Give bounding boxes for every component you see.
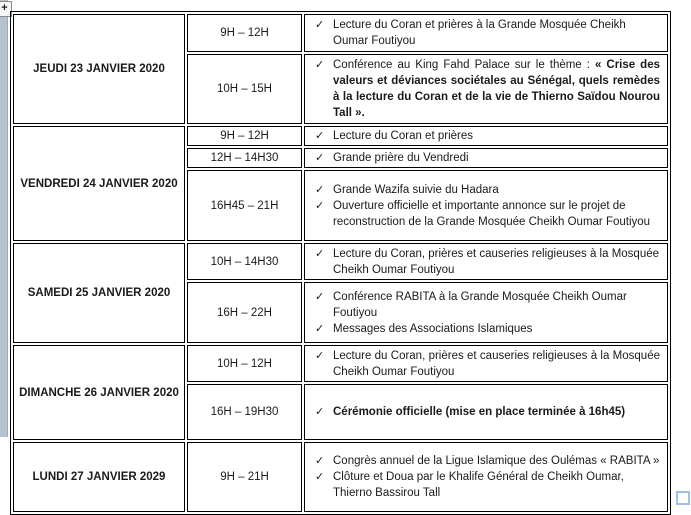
checkmark-icon: ✓ [315,349,325,362]
activities-cell[interactable] [304,148,668,168]
activity-text: Conférence au King Fahd Palace sur le thème : « Crise des valeurs et déviances sociétales au Sénégal, quels remèdes à la lecture du Coran et de la vie de Thierno Saïdou Nourou Tall ». [333,59,660,119]
table-resize-handle[interactable] [676,491,690,505]
activity-text: Congrès annuel de la Ligue Islamique des Oulémas « RABITA » [333,455,660,467]
activity-item [307,404,660,420]
checkmark-icon: ✓ [315,130,325,142]
table-row [13,345,668,382]
schedule-table [10,11,671,515]
activities-cell[interactable] [304,54,668,124]
checkmark-icon: ✓ [315,199,325,212]
checkmark-icon: ✓ [315,471,325,483]
time-label: 9H – 21H [220,471,269,483]
activities-cell[interactable] [304,282,668,343]
activity-item [307,57,660,121]
activities-cell[interactable] [304,345,668,382]
time-label: 10H – 15H [217,83,272,95]
activity-item [307,453,660,469]
checkmark-icon: ✓ [315,406,325,418]
time-label: 10H – 14H30 [210,255,279,268]
time-label: 16H45 – 21H [210,199,279,212]
table-row [13,14,668,52]
date-label: LUNDI 27 JANVIER 2029 [32,471,166,483]
checkmark-icon: ✓ [315,322,325,335]
page-left-margin-strip [0,0,8,437]
time-cell[interactable] [187,282,302,343]
checkmark-icon: ✓ [315,59,325,71]
time-cell[interactable] [187,442,302,512]
activity-item [307,17,660,49]
time-label: 9H – 12H [220,130,269,142]
activities-cell[interactable] [304,442,668,512]
activity-text: Ouverture officielle et importante annonce sur le projet de reconstruction de la Grande Mosquée Cheikh Oumar Foutiyou [333,199,651,228]
activity-item [307,289,660,321]
activity-item [307,198,660,230]
table-row [13,442,668,512]
activities-cell[interactable] [304,126,668,146]
table-row [13,126,668,146]
activity-text: Cérémonie officielle (mise en place terminée à 16h45) [333,406,626,418]
time-cell[interactable] [187,14,302,52]
time-cell[interactable] [187,126,302,146]
activity-text: Grande Wazifa suivie du Hadara [333,183,499,196]
date-cell[interactable] [13,14,185,124]
date-cell[interactable] [13,442,185,512]
checkmark-icon: ✓ [315,19,325,31]
time-label: 16H – 22H [217,306,272,319]
time-label: 12H – 14H30 [210,152,279,164]
activity-text: Lecture du Coran, prières et causeries religieuses à la Mosquée Cheikh Oumar Foutiyou [333,349,660,378]
table-row [13,243,668,280]
activities-cell[interactable] [304,384,668,440]
time-cell[interactable] [187,243,302,280]
date-label: DIMANCHE 26 JANVIER 2020 [19,386,179,399]
checkmark-icon: ✓ [315,152,325,164]
date-cell[interactable] [13,345,185,440]
activity-item [307,128,660,144]
activity-text: Lecture du Coran, prières et causeries religieuses à la Mosquée Cheikh Oumar Foutiyou [333,247,660,276]
activities-cell[interactable] [304,14,668,52]
time-cell[interactable] [187,345,302,382]
time-cell[interactable] [187,148,302,168]
activity-text: Lecture du Coran et prières à la Grande Mosquée Cheikh Oumar Foutiyou [333,19,626,47]
activities-cell[interactable] [304,243,668,280]
activity-text: Lecture du Coran et prières [333,130,473,142]
date-cell[interactable] [13,243,185,343]
move-cross-icon: + [1,2,8,14]
checkmark-icon: ✓ [315,290,325,303]
activity-text: Clôture et Doua par le Khalife Général de Cheikh Oumar, Thierno Bassirou Tall [333,471,624,499]
time-label: 10H – 12H [217,357,272,370]
time-cell[interactable] [187,170,302,241]
activity-item [307,150,660,166]
time-label: 16H – 19H30 [210,406,279,418]
time-label: 9H – 12H [220,27,269,39]
checkmark-icon: ✓ [315,455,325,467]
activity-text: Messages des Associations Islamiques [333,322,533,335]
activity-item [307,469,660,501]
activities-cell[interactable] [304,170,668,241]
activity-text: Conférence RABITA à la Grande Mosquée Cheikh Oumar Foutiyou [333,290,627,319]
checkmark-icon: ✓ [315,247,325,260]
activity-item [307,182,660,198]
date-cell[interactable] [13,126,185,241]
date-label: VENDREDI 24 JANVIER 2020 [20,177,178,190]
date-label: JEUDI 23 JANVIER 2020 [33,63,165,75]
date-label: SAMEDI 25 JANVIER 2020 [27,287,171,299]
activity-item [307,321,660,337]
activity-text: Grande prière du Vendredi [333,152,469,164]
time-cell[interactable] [187,54,302,124]
checkmark-icon: ✓ [315,183,325,196]
time-cell[interactable] [187,384,302,440]
activity-item [307,246,660,278]
activity-item [307,348,660,380]
